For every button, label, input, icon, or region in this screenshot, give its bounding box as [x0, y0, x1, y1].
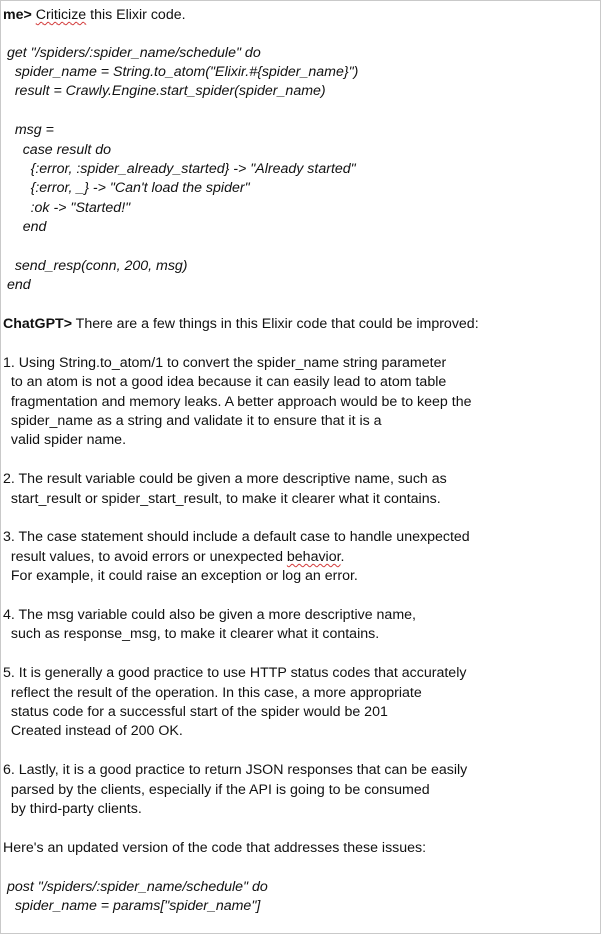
code-line: result = Crawly.Engine.start_spider(spider_name) [3, 83, 326, 99]
user-prompt [3, 6, 186, 25]
point-3-line: 3. The case statement should include a default case to handle unexpected [3, 529, 470, 545]
point-5-line: 5. It is generally a good practice to use HTTP status codes that accurately [3, 665, 467, 681]
code-line: send_resp(conn, 200, msg) [3, 258, 188, 274]
assistant-intro [3, 315, 479, 334]
point-3-text: result values, to avoid errors or unexpected [3, 549, 287, 565]
code-line: {:error, _} -> "Can't load the spider" [3, 180, 250, 196]
point-3-line: For example, it could raise an exception or log an error. [3, 568, 358, 584]
prompt-text: this Elixir code. [86, 7, 186, 23]
code-line: case result do [3, 142, 112, 158]
point-5-line: status code for a successful start of the spider would be 201 [3, 704, 388, 720]
point-4-line: 4. The msg variable could also be given a more descriptive name, [3, 607, 416, 623]
updated-code-intro: Here's an updated version of the code that addresses these issues: [3, 840, 427, 856]
point-2-line: start_result or spider_start_result, to make it clearer what it contains. [3, 491, 441, 507]
updated-code-line: spider_name = params["spider_name"] [3, 898, 261, 914]
assistant-speaker-label: ChatGPT> [3, 316, 72, 332]
updated-code-line: post "/spiders/:spider_name/schedule" do [3, 879, 268, 895]
code-line: :ok -> "Started!" [3, 200, 131, 216]
point-6-line: parsed by the clients, especially if the API is going to be consumed [3, 782, 430, 798]
code-line: msg = [3, 122, 54, 138]
point-2-line: 2. The result variable could be given a more descriptive name, such as [3, 471, 447, 487]
point-1-line: to an atom is not a good idea because it can easily lead to atom table [3, 374, 447, 390]
point-3-line [3, 548, 345, 567]
point-1-line: spider_name as a string and validate it to ensure that it is a [3, 413, 382, 429]
code-line: {:error, :spider_already_started} -> "Already started" [3, 161, 356, 177]
squiggled-word: behavior [286, 549, 341, 565]
code-line: end [3, 219, 47, 235]
code-line: spider_name = String.to_atom("Elixir.#{spider_name}") [3, 64, 359, 80]
code-line: end [3, 277, 31, 293]
assistant-intro-text: There are a few things in this Elixir code that could be improved: [71, 316, 479, 332]
point-1-line: valid spider name. [3, 432, 127, 448]
point-3-period: . [340, 549, 345, 565]
user-speaker-label: me> [3, 7, 32, 23]
point-1-line: 1. Using String.to_atom/1 to convert the spider_name string parameter [3, 355, 447, 371]
point-6-line: 6. Lastly, it is a good practice to return JSON responses that can be easily [3, 762, 468, 778]
point-1-line: fragmentation and memory leaks. A better approach would be to keep the [3, 394, 472, 410]
point-5-line: Created instead of 200 OK. [3, 723, 183, 739]
point-6-line: by third-party clients. [3, 801, 142, 817]
point-5-line: reflect the result of the operation. In this case, a more appropriate [3, 685, 422, 701]
point-4-line: such as response_msg, to make it clearer what it contains. [3, 626, 380, 642]
code-line: get "/spiders/:spider_name/schedule" do [3, 45, 261, 61]
misspelled-word: Criticize [35, 7, 87, 23]
